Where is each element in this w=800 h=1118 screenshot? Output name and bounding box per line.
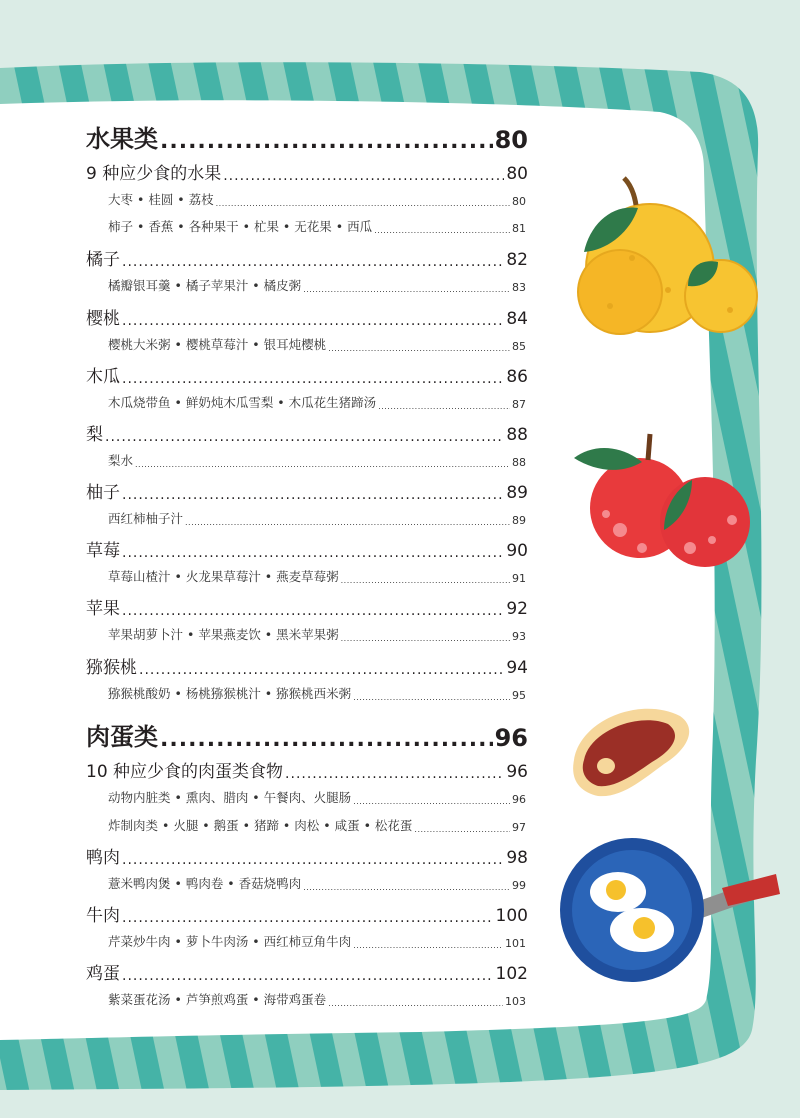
toc-subentry[interactable] xyxy=(108,188,526,208)
entry-title: 木瓜 xyxy=(86,367,120,387)
page-number: 89 xyxy=(506,483,528,503)
page-number: 94 xyxy=(506,658,528,678)
dot-leader xyxy=(303,883,510,892)
toc-subentry[interactable] xyxy=(108,872,526,892)
dot-leader xyxy=(341,576,510,585)
toc-entry[interactable] xyxy=(86,902,528,926)
page-number: 87 xyxy=(512,398,526,411)
page-number: 86 xyxy=(506,367,528,387)
dot-leader xyxy=(374,226,510,235)
dot-leader xyxy=(353,797,510,806)
page-number: 96 xyxy=(506,762,528,782)
page-number: 99 xyxy=(512,879,526,892)
page-number: 96 xyxy=(494,724,528,752)
entry-title: 鸡蛋 xyxy=(86,964,120,984)
section-heading[interactable] xyxy=(86,118,528,154)
toc-entry[interactable] xyxy=(86,421,528,445)
page-number: 98 xyxy=(506,848,528,868)
toc-subentry[interactable] xyxy=(108,930,526,950)
dot-leader xyxy=(328,999,503,1008)
entry-title: 苹果 xyxy=(86,599,120,619)
subentry-text: 木瓜烧带鱼 • 鲜奶炖木瓜雪梨 • 木瓜花生猪蹄汤 xyxy=(108,395,377,410)
page-number: 82 xyxy=(506,250,528,270)
page-number: 80 xyxy=(512,195,526,208)
toc-subentry[interactable] xyxy=(108,988,526,1008)
entry-title: 鸭肉 xyxy=(86,848,120,868)
toc-subentry[interactable] xyxy=(108,682,526,702)
subentry-text: 动物内脏类 • 熏肉、腊肉 • 午餐肉、火腿肠 xyxy=(108,790,352,805)
dot-leader xyxy=(122,487,504,503)
dot-leader xyxy=(328,344,510,353)
page-number: 88 xyxy=(506,425,528,445)
page-number: 80 xyxy=(506,164,528,184)
section-title: 水果类 xyxy=(86,125,158,153)
toc-entry[interactable] xyxy=(86,479,528,503)
subentry-text: 芹菜炒牛肉 • 萝卜牛肉汤 • 西红柿豆角牛肉 xyxy=(108,934,352,949)
section-title: 肉蛋类 xyxy=(86,723,158,751)
entry-title: 牛肉 xyxy=(86,906,120,926)
subentry-text: 炸制肉类 • 火腿 • 鹅蛋 • 猪蹄 • 肉松 • 咸蛋 • 松花蛋 xyxy=(108,818,413,833)
toc-entry[interactable] xyxy=(86,246,528,270)
entry-title: 草莓 xyxy=(86,541,120,561)
entry-title: 猕猴桃 xyxy=(86,658,137,678)
toc-subentry[interactable] xyxy=(108,814,526,834)
dot-leader xyxy=(216,199,510,208)
subentry-text: 薏米鸭肉煲 • 鸭肉卷 • 香菇烧鸭肉 xyxy=(108,876,302,891)
dot-leader xyxy=(105,429,504,445)
page-number: 100 xyxy=(495,906,528,926)
toc-subentry[interactable] xyxy=(108,449,526,469)
toc-entry[interactable] xyxy=(86,160,528,184)
dot-leader xyxy=(122,371,504,387)
toc-entry[interactable] xyxy=(86,595,528,619)
toc-subentry[interactable] xyxy=(108,391,526,411)
toc-subentry[interactable] xyxy=(108,215,526,235)
toc-subentry[interactable] xyxy=(108,623,526,643)
page-number: 90 xyxy=(506,541,528,561)
dot-leader xyxy=(160,727,493,752)
page-number: 103 xyxy=(505,995,526,1008)
dot-leader xyxy=(135,460,510,469)
toc-subentry[interactable] xyxy=(108,786,526,806)
page-number: 92 xyxy=(506,599,528,619)
page-number: 89 xyxy=(512,514,526,527)
dot-leader xyxy=(122,852,504,868)
toc-subentry[interactable] xyxy=(108,333,526,353)
entry-title: 10 种应少食的肉蛋类食物 xyxy=(86,762,284,782)
entry-title: 柚子 xyxy=(86,483,120,503)
toc-subentry[interactable] xyxy=(108,565,526,585)
page-number: 102 xyxy=(495,964,528,984)
dot-leader xyxy=(223,168,504,184)
toc-entry[interactable] xyxy=(86,758,528,782)
subentry-text: 柿子 • 香蕉 • 各种果干 • 杧果 • 无花果 • 西瓜 xyxy=(108,219,373,234)
page-number: 83 xyxy=(512,281,526,294)
page-number: 93 xyxy=(512,630,526,643)
dot-leader xyxy=(378,402,510,411)
toc-subentry[interactable] xyxy=(108,274,526,294)
toc-entry[interactable] xyxy=(86,305,528,329)
page-number: 101 xyxy=(505,937,526,950)
dot-leader xyxy=(160,129,493,154)
subentry-text: 大枣 • 桂圆 • 荔枝 xyxy=(108,192,214,207)
page-number: 97 xyxy=(512,821,526,834)
dot-leader xyxy=(414,825,510,834)
subentry-text: 猕猴桃酸奶 • 杨桃猕猴桃汁 • 猕猴桃西米粥 xyxy=(108,686,352,701)
dot-leader xyxy=(122,603,504,619)
page-number: 95 xyxy=(512,689,526,702)
dot-leader xyxy=(122,910,494,926)
entry-title: 梨 xyxy=(86,425,103,445)
dot-leader xyxy=(185,518,510,527)
dot-leader xyxy=(122,545,504,561)
dot-leader xyxy=(122,254,504,270)
dot-leader xyxy=(353,693,510,702)
entry-title: 9 种应少食的水果 xyxy=(86,164,222,184)
page-number: 84 xyxy=(506,309,528,329)
entry-title: 橘子 xyxy=(86,250,120,270)
subentry-text: 樱桃大米粥 • 樱桃草莓汁 • 银耳炖樱桃 xyxy=(108,337,327,352)
toc-entry[interactable] xyxy=(86,960,528,984)
page-number: 85 xyxy=(512,340,526,353)
subentry-text: 梨水 xyxy=(108,453,134,468)
page-number: 88 xyxy=(512,456,526,469)
toc-entry[interactable] xyxy=(86,537,528,561)
dot-leader xyxy=(341,634,510,643)
page-number: 91 xyxy=(512,572,526,585)
toc-entry[interactable] xyxy=(86,363,528,387)
toc-subentry[interactable] xyxy=(108,507,526,527)
dot-leader xyxy=(122,968,494,984)
subentry-text: 紫菜蛋花汤 • 芦笋煎鸡蛋 • 海带鸡蛋卷 xyxy=(108,992,327,1007)
dot-leader xyxy=(122,313,504,329)
subentry-text: 草莓山楂汁 • 火龙果草莓汁 • 燕麦草莓粥 xyxy=(108,569,339,584)
dot-leader xyxy=(353,941,503,950)
toc-entry[interactable] xyxy=(86,654,528,678)
page-number: 81 xyxy=(512,222,526,235)
page-number: 96 xyxy=(512,793,526,806)
dot-leader xyxy=(285,766,504,782)
dot-leader xyxy=(139,662,504,678)
dot-leader xyxy=(303,285,510,294)
toc-entry[interactable] xyxy=(86,844,528,868)
subentry-text: 橘瓣银耳羹 • 橘子苹果汁 • 橘皮粥 xyxy=(108,278,302,293)
subentry-text: 西红柿柚子汁 xyxy=(108,511,184,526)
subentry-text: 苹果胡萝卜汁 • 苹果燕麦饮 • 黑米苹果粥 xyxy=(108,627,339,642)
section-heading[interactable] xyxy=(86,716,528,752)
entry-title: 樱桃 xyxy=(86,309,120,329)
page-number: 80 xyxy=(494,126,528,154)
